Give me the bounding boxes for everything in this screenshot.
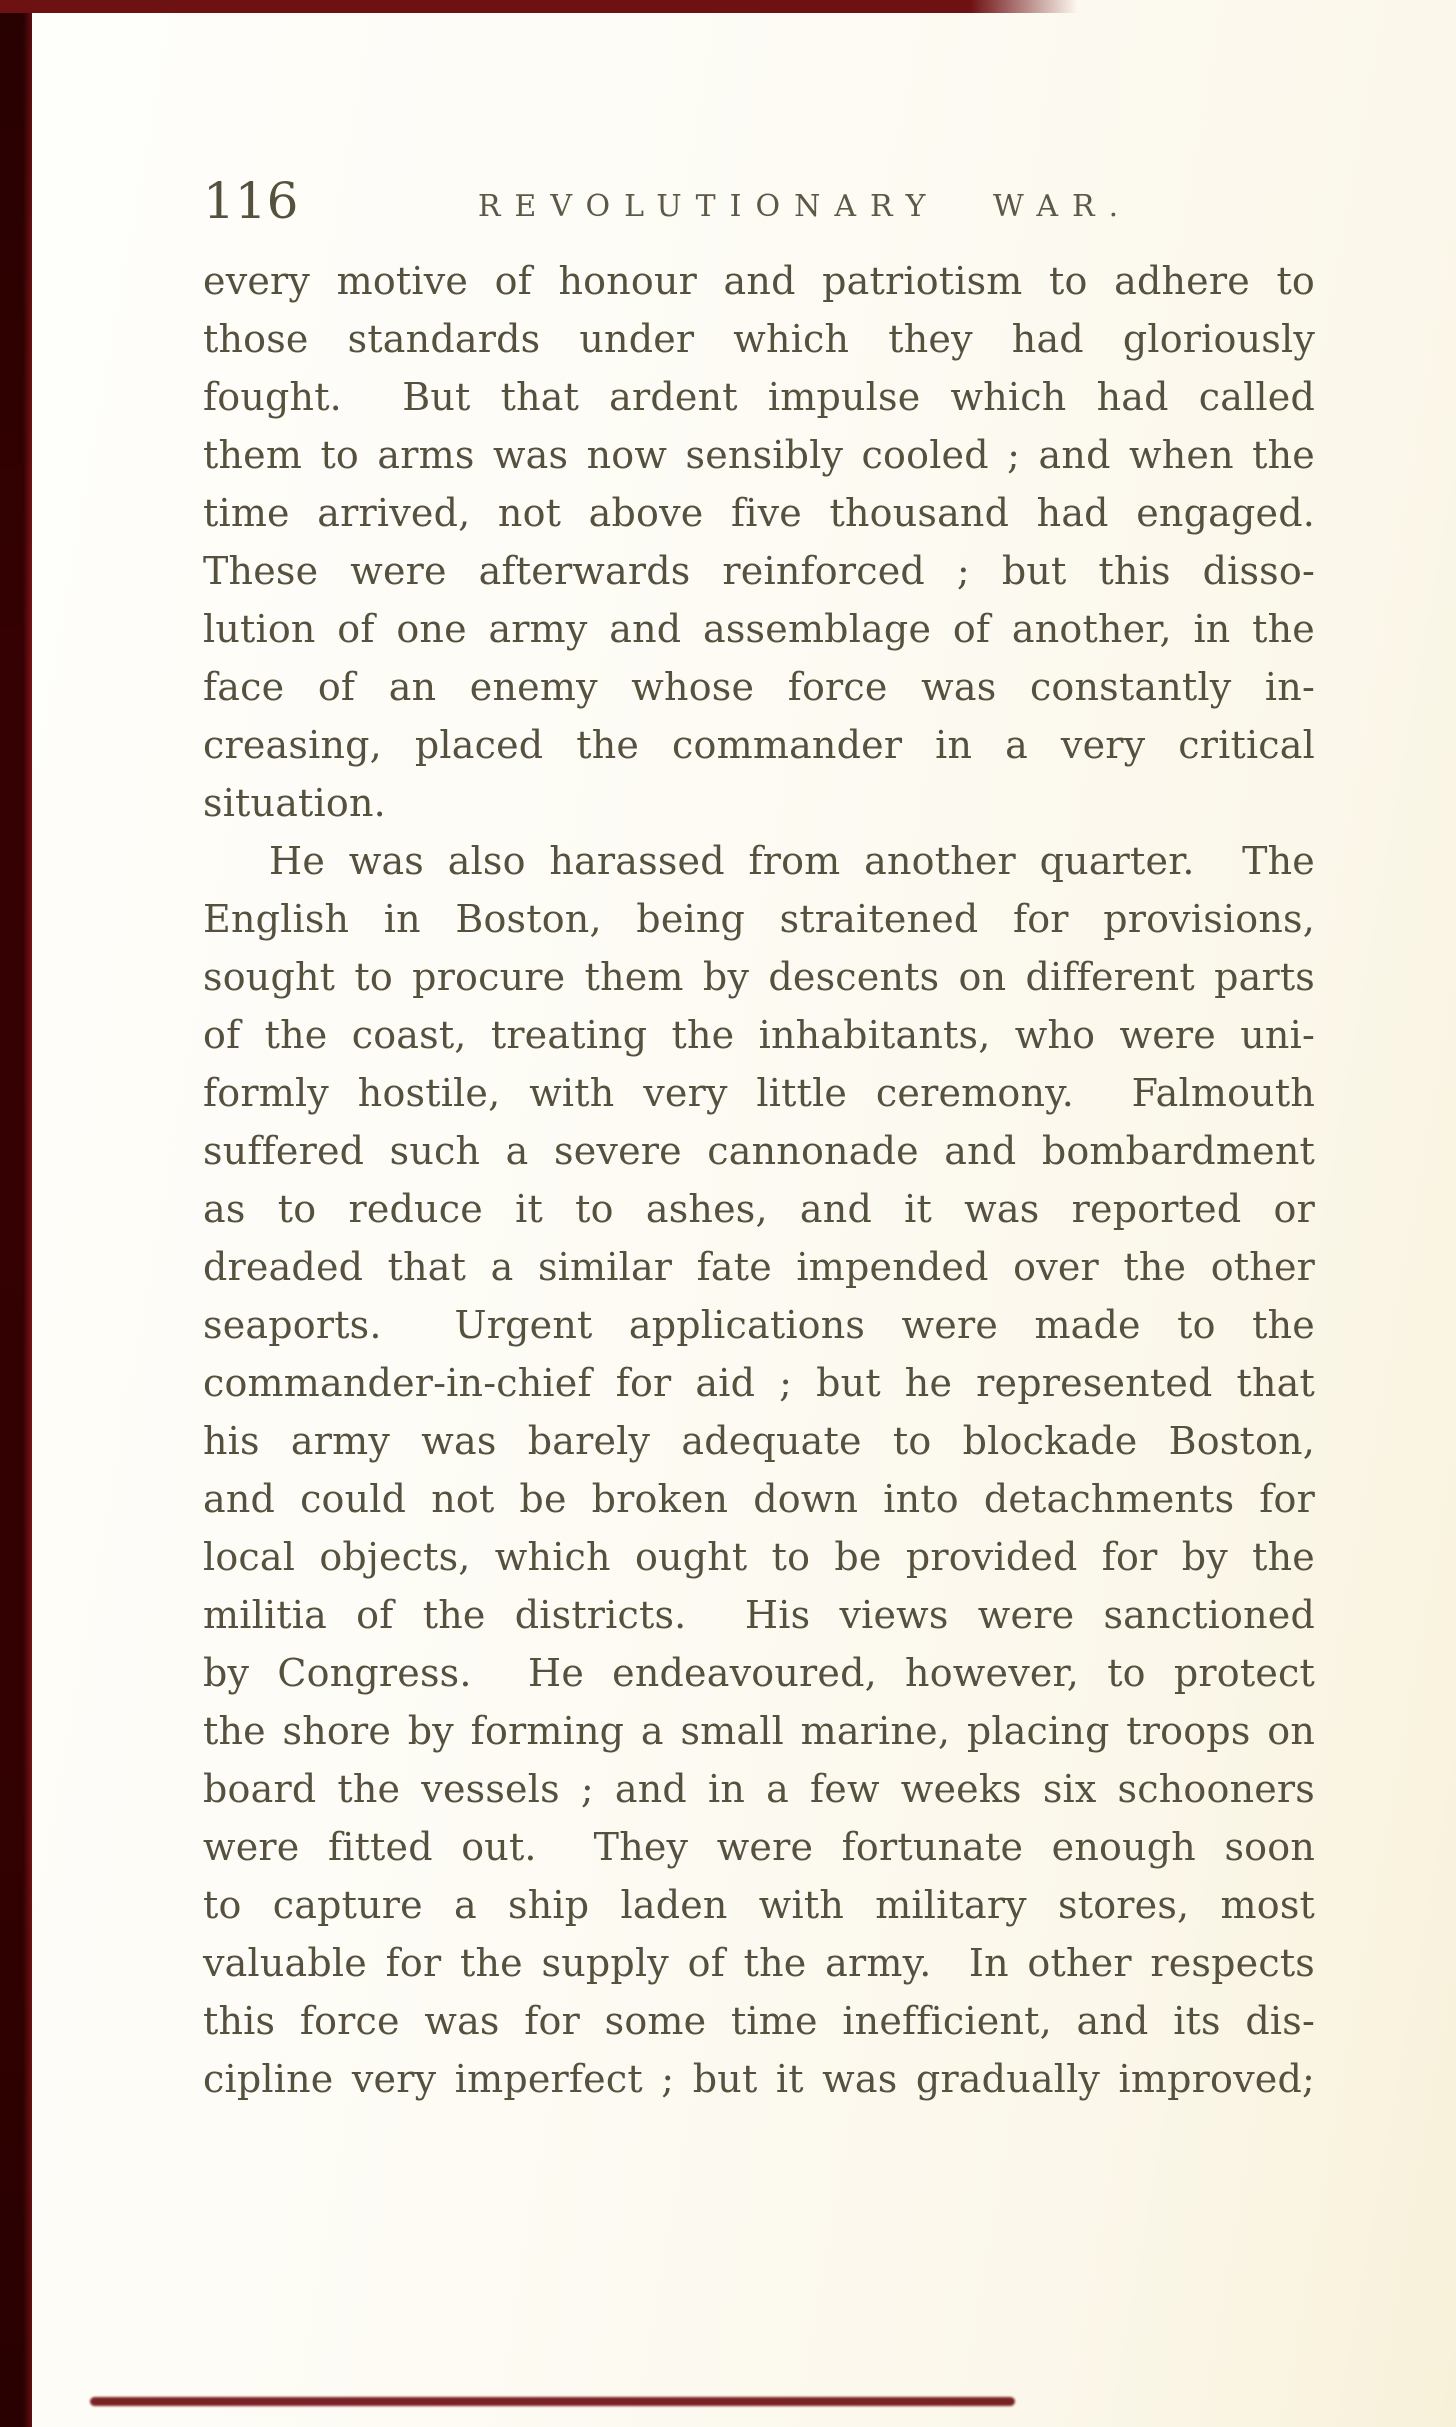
page-text-body	[203, 252, 1315, 2108]
text-line: formly hostile, with very little ceremony. Falmouth	[203, 1071, 1315, 1115]
text-line: situation.	[203, 781, 386, 825]
text-line: These were afterwards reinforced ; but this disso-	[203, 549, 1315, 593]
text-line: fought. But that ardent impulse which had called	[203, 375, 1315, 419]
text-line: the shore by forming a small marine, placing troops on	[203, 1709, 1315, 1753]
text-line: this force was for some time inefficient, and its dis-	[203, 1999, 1315, 2043]
text-line: as to reduce it to ashes, and it was reported or	[203, 1187, 1315, 1231]
text-line: commander-in-chief for aid ; but he represented that	[203, 1361, 1315, 1405]
text-line: and could not be broken down into detachments for	[203, 1477, 1315, 1521]
text-line: those standards under which they had gloriously	[203, 317, 1315, 361]
text-line: of the coast, treating the inhabitants, who were uni-	[203, 1013, 1315, 1057]
text-line: lution of one army and assemblage of another, in the	[203, 607, 1315, 651]
text-line: valuable for the supply of the army. In other respects	[203, 1941, 1315, 1985]
text-line: creasing, placed the commander in a very critical	[203, 723, 1315, 767]
text-line: every motive of honour and patriotism to adhere to	[203, 259, 1315, 303]
text-line: by Congress. He endeavoured, however, to protect	[203, 1651, 1315, 1695]
running-header-title: REVOLUTIONARY WAR.	[477, 189, 1133, 224]
text-line: sought to procure them by descents on different parts	[203, 955, 1315, 999]
book-edge-top	[0, 0, 1078, 13]
text-line: He was also harassed from another quarter. The	[269, 839, 1315, 883]
text-line: local objects, which ought to be provided for by the	[203, 1535, 1315, 1579]
text-line: board the vessels ; and in a few weeks six schooners	[203, 1767, 1315, 1811]
text-line: English in Boston, being straitened for provisions,	[203, 897, 1315, 941]
text-line: cipline very imperfect ; but it was gradually improved;	[203, 2057, 1315, 2101]
text-line: to capture a ship laden with military stores, most	[203, 1883, 1315, 1927]
text-line: seaports. Urgent applications were made to the	[203, 1303, 1315, 1347]
text-line: suffered such a severe cannonade and bombardment	[203, 1129, 1315, 1173]
page-number: 116	[203, 172, 299, 230]
text-line: time arrived, not above five thousand had engaged.	[203, 491, 1315, 535]
book-edge-left	[0, 0, 32, 2427]
text-line: were fitted out. They were fortunate enough soon	[203, 1825, 1315, 1869]
book-edge-bottom	[90, 2397, 1015, 2406]
text-line: militia of the districts. His views were sanctioned	[203, 1593, 1315, 1637]
text-line: face of an enemy whose force was constantly in-	[203, 665, 1315, 709]
text-line: them to arms was now sensibly cooled ; and when the	[203, 433, 1315, 477]
text-line: dreaded that a similar fate impended over the other	[203, 1245, 1315, 1289]
text-line: his army was barely adequate to blockade Boston,	[203, 1419, 1315, 1463]
